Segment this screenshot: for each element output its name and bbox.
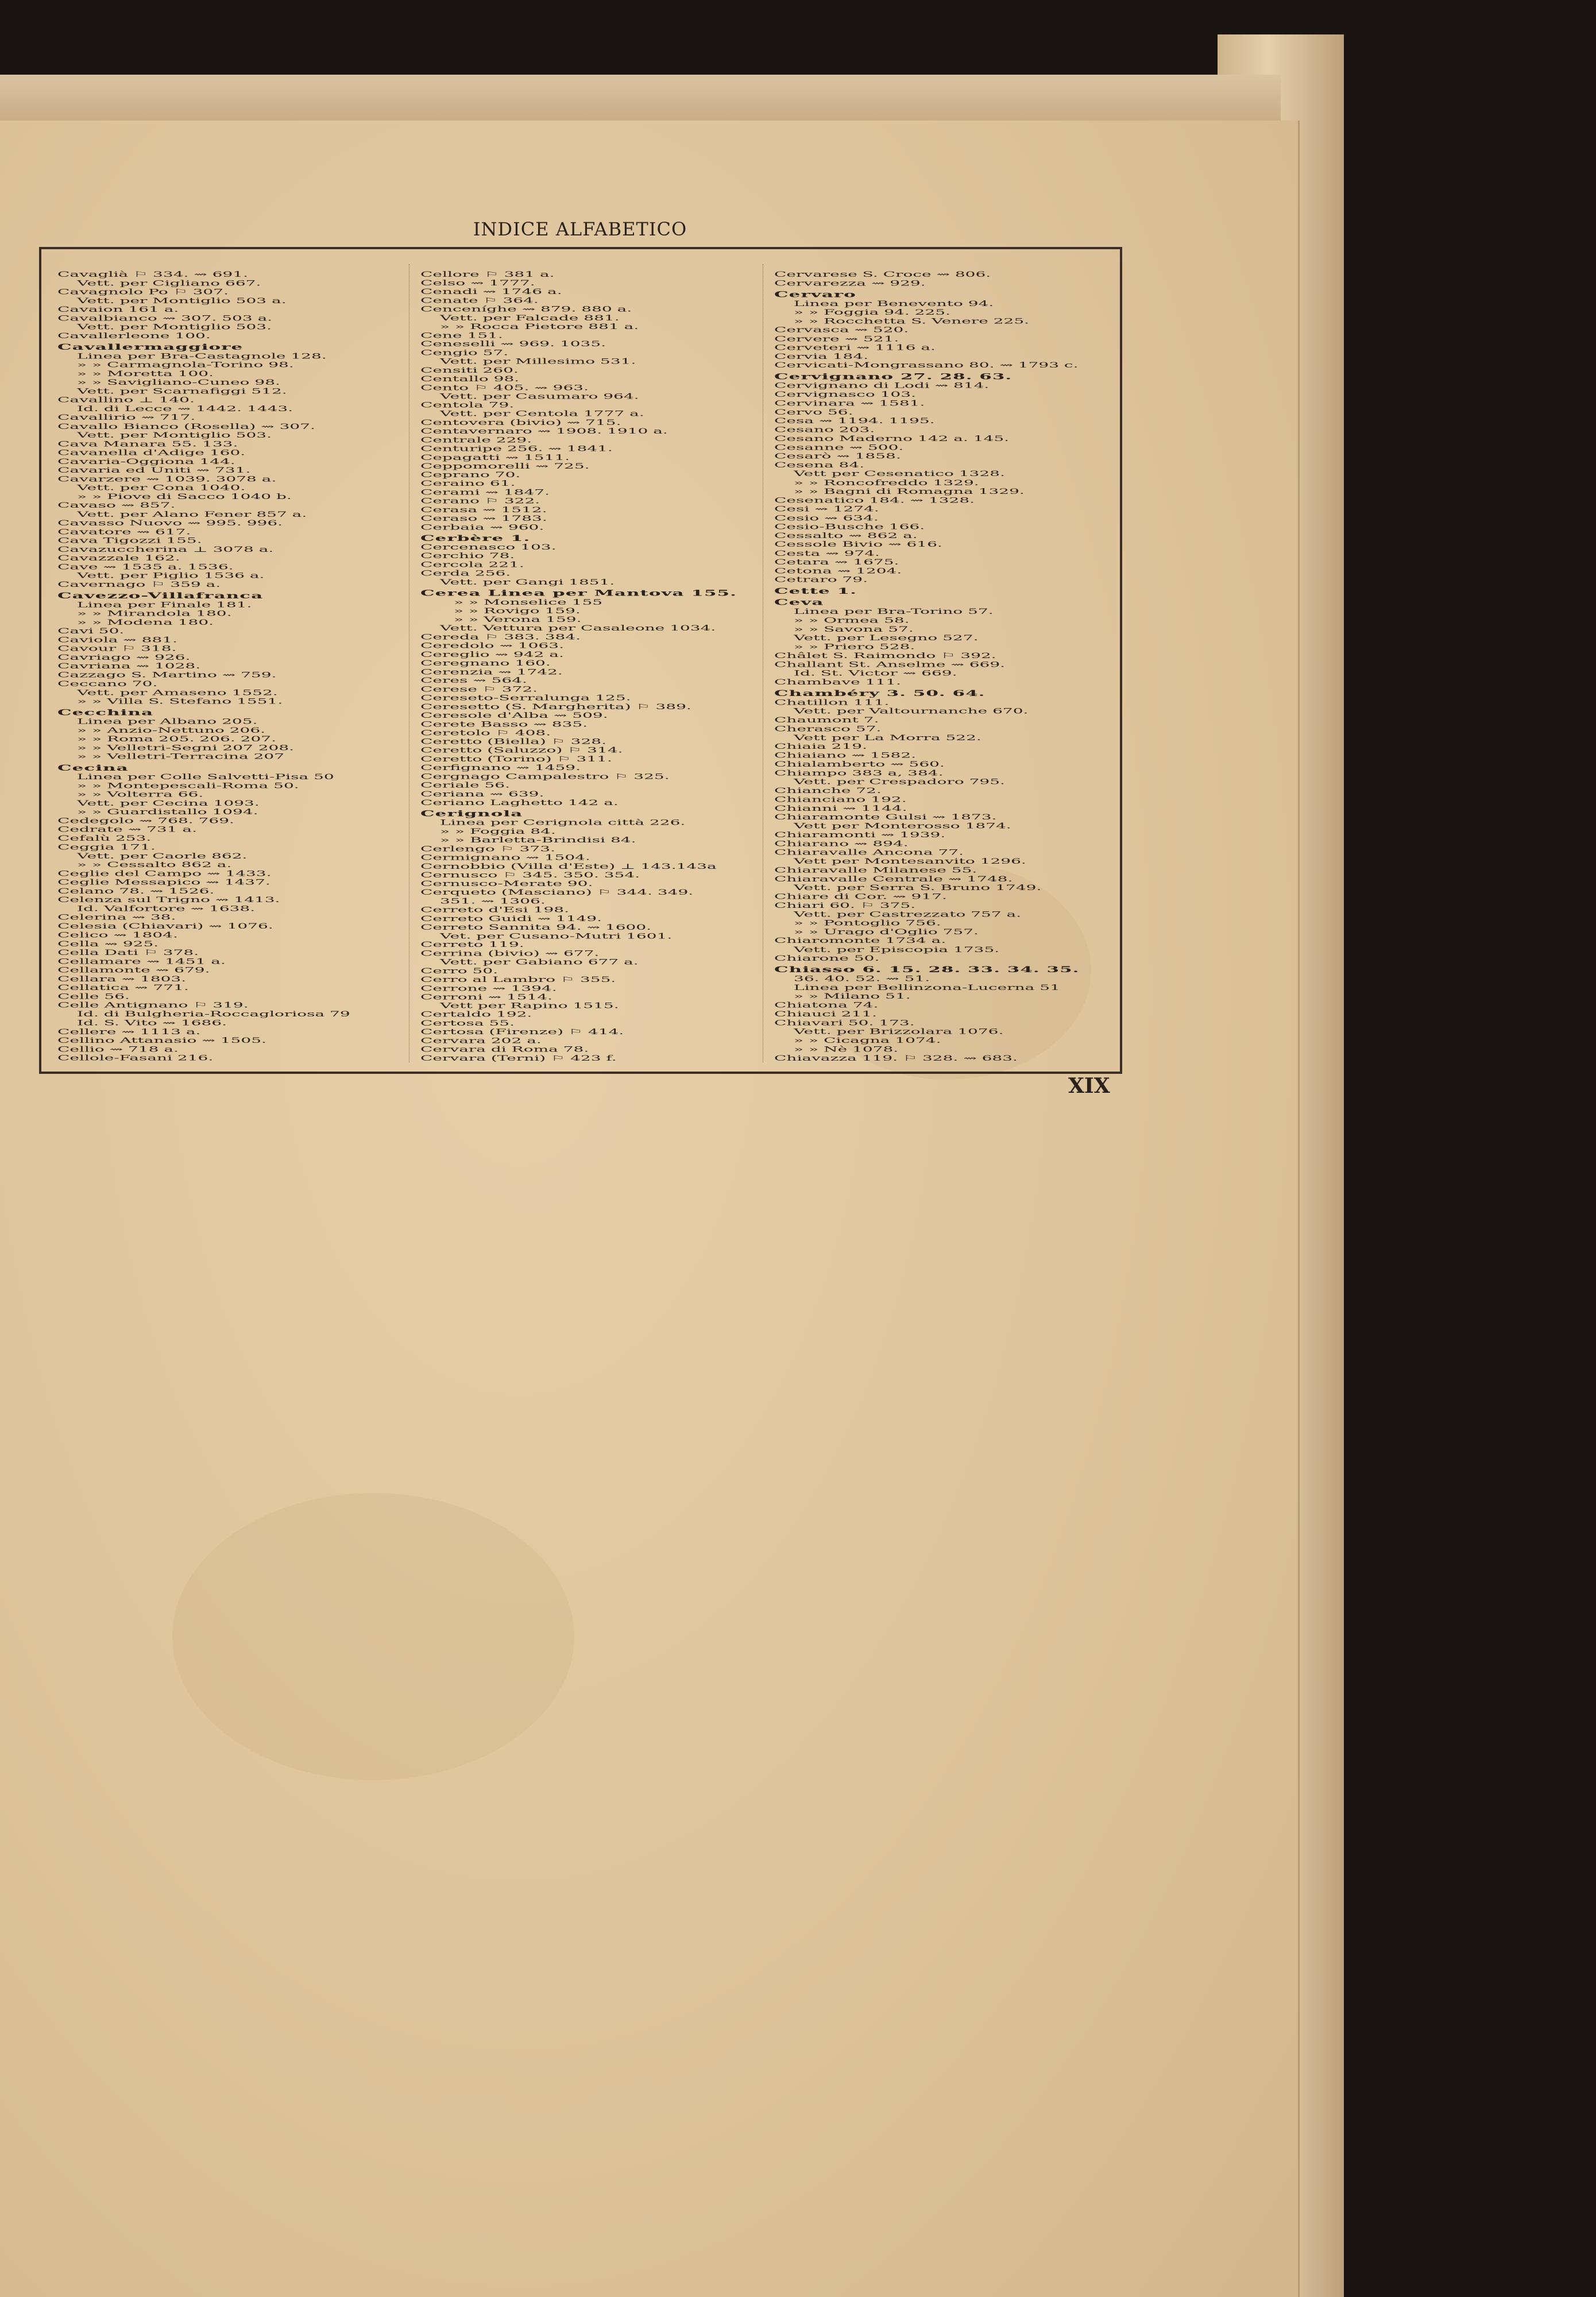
- index-entry: Chiatona 74.: [774, 1000, 879, 1010]
- index-entry: Centrale 229.: [420, 435, 532, 444]
- index-entry: Cerchio 78.: [420, 551, 515, 560]
- index-entry: Cerlengo ⚐ 373.: [420, 844, 555, 853]
- index-entry: Vett per Montesanvito 1296.: [794, 856, 1026, 866]
- index-entry: Cavalbianco ⇝ 307. 503 a.: [57, 314, 273, 323]
- index-entry: » » Volterra 66.: [77, 790, 204, 799]
- index-entry: » » Barletta-Brindisi 84.: [440, 836, 636, 845]
- index-entry: Cellara ⇝ 1803.: [57, 974, 187, 983]
- index-entry: Id. di Lecce ⇝ 1442. 1443.: [77, 404, 293, 413]
- index-entry: Chaumont 7.: [774, 716, 879, 725]
- index-entry: » » Velletri-Terracina 207: [77, 752, 285, 761]
- index-entry: Cellere ⇝ 1113 a.: [57, 1027, 201, 1036]
- index-entry: Cerveteri ⇝ 1116 a.: [774, 343, 936, 352]
- index-entry: » » Savigliano-Cuneo 98.: [77, 378, 280, 387]
- index-entry: Cavriana ⇝ 1028.: [57, 662, 201, 671]
- index-entry: Ceriana ⇝ 639.: [420, 789, 544, 798]
- index-entry: Cerbaia ⇝ 960.: [420, 523, 544, 532]
- index-entry: Vett. per Millesimo 531.: [440, 357, 636, 366]
- index-entry: Caviola ⇝ 881.: [57, 635, 178, 644]
- index-entry: Cellamonte ⇝ 679.: [57, 965, 210, 975]
- index-entry: Cerese ⚐ 372.: [420, 685, 538, 694]
- index-entry: Ceretto (Biella) ⚐ 328.: [420, 737, 607, 746]
- index-entry: » » Foggia 84.: [440, 827, 556, 836]
- index-entry: Cellole-Fasani 216.: [57, 1053, 214, 1062]
- index-entry: » » Bagni di Romagna 1329.: [794, 487, 1025, 496]
- index-entry: Chianciano 192.: [774, 795, 907, 804]
- index-entry: » » Velletri-Segni 207 208.: [77, 743, 295, 752]
- index-entry: Cervicati-Mongrassano 80. ⇝ 1793 c.: [774, 361, 1079, 370]
- index-entry: » » Roma 205. 206. 207.: [77, 734, 276, 744]
- index-entry: Cerami ⇝ 1847.: [420, 488, 550, 497]
- index-heading: Cecina: [57, 763, 129, 773]
- index-entry: Cereda ⚐ 383. 384.: [420, 632, 581, 641]
- index-entry: Linea per Finale 181.: [77, 600, 252, 609]
- index-entry: Cene 151.: [420, 331, 503, 340]
- index-entry: Ceriano Laghetto 142 a.: [420, 798, 619, 807]
- index-entry: Cava Manara 55. 133.: [57, 439, 238, 448]
- index-entry: Cavaglià ⚐ 334. ⇝ 691.: [57, 270, 249, 279]
- index-entry: Vett. per Episcopia 1735.: [794, 945, 1000, 954]
- index-entry: Ceresole d'Alba ⇝ 509.: [420, 711, 608, 720]
- index-entry: Celesia (Chiavari) ⇝ 1076.: [57, 922, 273, 931]
- index-entry: Cellore ⚐ 381 a.: [420, 270, 555, 279]
- index-entry: Id. di Bulgheria-Roccagloriosa 79: [77, 1010, 350, 1019]
- index-entry: Ceretto (Saluzzo) ⚐ 314.: [420, 745, 623, 755]
- index-entry: Vett. per Amaseno 1552.: [77, 688, 278, 697]
- index-entry: Cerenzia ⇝ 1742.: [420, 667, 563, 676]
- index-entry: » » Rocchetta S. Venere 225.: [794, 316, 1030, 326]
- index-entry: Cengio 57.: [420, 348, 509, 357]
- index-entry: Cerfignano ⇝ 1459.: [420, 763, 581, 772]
- index-entry: Vett. per Piglio 1536 a.: [77, 571, 265, 580]
- index-entry: Cerroni ⇝ 1514.: [420, 992, 553, 1001]
- index-entry: Chiaravalle Milanese 55.: [774, 865, 977, 875]
- index-entry: Cave ⇝ 1535 a. 1536.: [57, 562, 234, 571]
- index-entry: » » Piove di Sacco 1040 b.: [77, 492, 292, 501]
- index-heading: Cavallermaggiore: [57, 342, 244, 352]
- index-entry: Vett per Monterosso 1874.: [794, 821, 1011, 830]
- index-entry: Vett per Cesenatico 1328.: [794, 469, 1005, 478]
- index-entry: Cenceníghe ⇝ 879. 880 a.: [420, 304, 632, 314]
- index-entry: Cerro al Lambro ⚐ 355.: [420, 975, 616, 984]
- index-entry: Cepagatti ⇝ 1511.: [420, 453, 570, 462]
- index-column-2: [420, 270, 765, 1062]
- index-entry: Cerreto Guidi ⇝ 1149.: [420, 914, 602, 923]
- index-entry: Cervara (Terni) ⚐ 423 f.: [420, 1053, 617, 1062]
- index-entry: Vett. per Serra S. Bruno 1749.: [794, 883, 1042, 892]
- index-entry: Cessole Bivio ⇝ 616.: [774, 540, 942, 549]
- index-entry: Cergnago Campalestro ⚐ 325.: [420, 772, 670, 781]
- index-entry: Cereglio ⇝ 942 a.: [420, 649, 564, 659]
- index-entry: Cavarzere ⇝ 1039. 3078 a.: [57, 474, 277, 484]
- page-stack-top: [0, 75, 1281, 126]
- index-entry: » » Verona 159.: [454, 615, 582, 624]
- index-entry: Cervignano di Lodi ⇝ 814.: [774, 381, 990, 390]
- index-column-3: [774, 270, 1119, 1062]
- index-entry: Cetona ⇝ 1204.: [774, 566, 902, 575]
- index-entry: Cazzago S. Martino ⇝ 759.: [57, 670, 277, 679]
- index-entry: » » Foggia 94. 225.: [794, 308, 950, 317]
- index-entry: Vett. per Crespadoro 795.: [794, 777, 1005, 786]
- index-entry: Cavallirio ⇝ 717.: [57, 413, 196, 422]
- index-entry: Celano 78. ⇝ 1526.: [57, 886, 215, 896]
- index-entry: Chiauci 211.: [774, 1009, 878, 1018]
- index-entry: Ceres ⇝ 564.: [420, 676, 527, 685]
- index-entry: Vett. per Gangi 1851.: [440, 577, 615, 586]
- index-entry: Chiaiano ⇝ 1582.: [774, 751, 917, 760]
- index-entry: Cavaria-Oggiona 144.: [57, 457, 235, 466]
- index-entry: Cella ⇝ 925.: [57, 939, 159, 948]
- index-entry: Cetara ⇝ 1675.: [774, 558, 899, 567]
- index-entry: Cervinara ⇝ 1581.: [774, 399, 925, 408]
- index-entry: Cetraro 79.: [774, 575, 868, 584]
- index-entry: Ceresetto (S. Margherita) ⚐ 389.: [420, 702, 691, 711]
- index-entry: Cavour ⚐ 318.: [57, 644, 177, 653]
- index-entry: Vett. per Montiglio 503 a.: [77, 296, 287, 305]
- index-entry: Centola 79.: [420, 400, 515, 409]
- index-entry: Cernusco-Merate 90.: [420, 879, 593, 888]
- index-entry: Chiarone 50.: [774, 954, 880, 963]
- index-entry: Vett per Rapino 1515.: [440, 1001, 619, 1010]
- index-entry: Vett. per Falcade 881.: [440, 313, 620, 322]
- index-entry: Cesio ⇝ 634.: [774, 513, 879, 523]
- index-heading: Cerea Linea per Mantova 155.: [420, 588, 737, 598]
- index-entry: » » Rocca Pietore 881 a.: [440, 322, 639, 331]
- index-entry: » » Villa S. Stefano 1551.: [77, 697, 283, 706]
- index-entry: Vett. per Brizzolara 1076.: [794, 1027, 1004, 1036]
- index-entry: Cercola 221.: [420, 560, 524, 569]
- index-entry: Linea per Bellinzona-Lucerna 51: [794, 983, 1060, 992]
- index-entry: Cento ⚐ 405. ⇝ 963.: [420, 383, 589, 392]
- index-entry: Celle Antignano ⚐ 319.: [57, 1000, 249, 1010]
- index-entry: Vett. per Cigliano 667.: [77, 279, 261, 288]
- index-heading: Cecchina: [57, 707, 154, 717]
- index-entry: » » Pontoglio 756.: [794, 918, 941, 927]
- index-entry: Cavaria ed Uniti ⇝ 731.: [57, 466, 251, 475]
- index-entry: Cerreto 119.: [420, 940, 524, 949]
- index-entry: Cervignasco 103.: [774, 389, 916, 399]
- index-entry: Chiare di Cor. ⇝ 917.: [774, 892, 947, 901]
- index-entry: Cavanella d'Adige 160.: [57, 448, 246, 457]
- index-entry: » » Ormea 58.: [794, 616, 910, 625]
- index-entry: Id. St. Victor ⇝ 669.: [794, 668, 957, 678]
- index-entry: Ceraso ⇝ 1783.: [420, 514, 547, 523]
- index-entry: » » Modena 180.: [77, 617, 214, 627]
- index-entry: Cerreto Sannita 94. ⇝ 1600.: [420, 923, 652, 932]
- index-entry: Centallo 98.: [420, 374, 520, 384]
- index-entry: Chianni ⇝ 1144.: [774, 803, 907, 813]
- index-entry: Cerda 256.: [420, 569, 511, 578]
- index-entry: Ceccano 70.: [57, 679, 158, 688]
- index-column-1: [57, 270, 402, 1062]
- index-entry: Cavallo Bianco (Rosella) ⇝ 307.: [57, 421, 315, 431]
- index-entry: Cavazuccherina ⊥ 3078 a.: [57, 544, 274, 554]
- index-entry: Cesena 84.: [774, 460, 865, 470]
- index-entry: Cellino Attanasio ⇝ 1505.: [57, 1036, 266, 1045]
- index-entry: Cervarese S. Croce ⇝ 806.: [774, 270, 991, 279]
- index-heading: Cavezzo-Villafranca: [57, 591, 264, 601]
- index-entry: Chiaromonte 1734 a.: [774, 936, 946, 945]
- page-number: XIX: [1068, 1074, 1110, 1098]
- index-entry: Cava Tigozzi 155.: [57, 536, 202, 545]
- index-entry: Cesta ⇝ 974.: [774, 548, 880, 558]
- index-entry: Châlet S. Raimondo ⚐ 392.: [774, 651, 996, 660]
- index-heading: Cervaro: [774, 289, 856, 299]
- index-entry: Vett. per Lesegno 527.: [794, 633, 979, 643]
- index-entry: » » Moretta 100.: [77, 369, 214, 378]
- index-entry: Cavriago ⇝ 926.: [57, 653, 191, 662]
- index-entry: Cellatica ⇝ 771.: [57, 983, 189, 992]
- index-entry: » » Priero 528.: [794, 642, 915, 651]
- index-entry: » » Savona 57.: [794, 624, 914, 633]
- index-entry: Cerete Basso ⇝ 835.: [420, 720, 588, 729]
- index-heading: Chiasso 6. 15. 28. 33. 34. 35.: [774, 965, 1080, 975]
- index-entry: Cella Dati ⚐ 378.: [57, 948, 199, 957]
- index-entry: Linea per Bra-Castagnole 128.: [77, 351, 327, 361]
- index-entry: Ceggia 171.: [57, 842, 156, 852]
- index-heading: Cerignola: [420, 809, 523, 819]
- index-entry: Cervere ⇝ 521.: [774, 334, 899, 343]
- index-entry: Vett. per Montiglio 503.: [77, 322, 272, 331]
- index-entry: Cernusco ⚐ 345. 350. 354.: [420, 870, 640, 879]
- index-entry: Vett. per Cona 1040.: [77, 483, 246, 492]
- index-entry: Cesa ⇝ 1194. 1195.: [774, 416, 935, 426]
- index-entry: Id. S. Vito ⇝ 1686.: [77, 1018, 227, 1027]
- index-entry: Challant St. Anselme ⇝ 669.: [774, 660, 1006, 669]
- index-entry: Cerrone ⇝ 1394.: [420, 984, 557, 993]
- index-entry: 36. 40. 52. ⇝ 51.: [794, 974, 930, 983]
- index-entry: Cavagnolo Po ⚐ 307.: [57, 287, 229, 296]
- index-entry: Linea per Benevento 94.: [794, 299, 994, 308]
- index-entry: Ceneselli ⇝ 969. 1035.: [420, 339, 606, 349]
- index-entry: Cellio ⇝ 718 a.: [57, 1045, 179, 1054]
- index-entry: » » Anzio-Nettuno 206.: [77, 725, 266, 735]
- index-entry: Censiti 260.: [420, 366, 519, 374]
- index-entry: Cellamare ⇝ 1451 a.: [57, 957, 226, 966]
- index-entry: Cesio-Busche 166.: [774, 522, 925, 531]
- index-entry: Chiaramonte Gulsi ⇝ 1873.: [774, 813, 997, 822]
- index-entry: Cerrina (bivio) ⇝ 677.: [420, 949, 600, 958]
- index-entry: Chiarano ⇝ 894.: [774, 839, 909, 848]
- index-entry: Cesenatico 184. ⇝ 1328.: [774, 496, 975, 505]
- index-heading: Chambéry 3. 50. 64.: [774, 689, 986, 698]
- index-entry: Cedrate ⇝ 731 a.: [57, 825, 198, 834]
- index-entry: Linea per Cerignola città 226.: [440, 818, 686, 827]
- index-entry: Cavatore ⇝ 617.: [57, 527, 191, 536]
- index-entry: 351. ⇝ 1306.: [440, 896, 546, 906]
- index-entry: » » Montepescali-Roma 50.: [77, 781, 299, 790]
- index-entry: Vet. per Cusano-Mutri 1601.: [440, 931, 673, 941]
- index-entry: Ceppomorelli ⇝ 725.: [420, 462, 590, 470]
- index-entry: Chiampo 383 a, 384.: [774, 768, 944, 778]
- index-entry: » » Urago d'Oglio 757.: [794, 927, 979, 937]
- index-entry: » » Monselice 155: [454, 597, 603, 606]
- index-entry: Chianche 72.: [774, 786, 882, 795]
- index-entry: Vett. per Casumaro 964.: [440, 392, 639, 401]
- index-entry: Vett. per Castrezzato 757 a.: [794, 910, 1022, 919]
- index-entry: Cenate ⚐ 364.: [420, 296, 539, 305]
- index-entry: Ceglie del Campo ⇝ 1433.: [57, 869, 272, 878]
- index-entry: Chambave 111.: [774, 677, 901, 687]
- index-entry: Cavallerleone 100.: [57, 331, 211, 341]
- index-entry: Cerano ⚐ 322.: [420, 496, 540, 505]
- index-heading: Cerbère 1.: [420, 533, 531, 543]
- index-entry: Linea per Albano 205.: [77, 717, 258, 726]
- index-entry: Cavi 50.: [57, 627, 125, 636]
- index-entry: Cerro 50.: [420, 966, 498, 975]
- index-entry: Vett. per Montiglio 503.: [77, 430, 272, 440]
- page-header: INDICE ALFABETICO: [473, 218, 687, 240]
- index-entry: Linea per Bra-Torino 57.: [794, 607, 994, 616]
- index-entry: Chialamberto ⇝ 560.: [774, 759, 945, 769]
- index-entry: Celenza sul Trigno ⇝ 1413.: [57, 895, 280, 904]
- index-entry: Cesano Maderno 142 a. 145.: [774, 434, 1010, 443]
- index-entry: Cavernago ⚐ 359 a.: [57, 580, 221, 589]
- index-entry: Cernobbio (Villa d'Este) ⊥ 143.143a: [420, 861, 717, 871]
- index-entry: Vett. per Valtournanche 670.: [794, 706, 1029, 716]
- index-entry: Ceprano 70.: [420, 470, 521, 479]
- index-entry: Cherasco 57.: [774, 724, 882, 733]
- index-entry: Vett. per Gabiano 677 a.: [440, 957, 639, 966]
- index-entry: Ceriale 56.: [420, 780, 510, 790]
- index-entry: Centuripe 256. ⇝ 1841.: [420, 444, 613, 453]
- index-entry: Cervo 56.: [774, 407, 853, 416]
- index-entry: Chiari 60. ⚐ 375.: [774, 900, 916, 910]
- index-entry: Cervara 202 a.: [420, 1036, 542, 1045]
- index-entry: Vett. per Alano Fener 857 a.: [77, 509, 307, 519]
- index-entry: Chiavazza 119. ⚐ 328. ⇝ 683.: [774, 1053, 1018, 1062]
- index-entry: Cercenasco 103.: [420, 543, 557, 552]
- index-entry: Cervara di Roma 78.: [420, 1045, 589, 1054]
- index-entry: Chiaravalle Centrale ⇝ 1748.: [774, 874, 1013, 883]
- index-entry: Centovera (bivio) ⇝ 715.: [420, 418, 621, 427]
- index-heading: Cette 1.: [774, 586, 857, 596]
- index-entry: Cavallino ⊥ 140.: [57, 395, 195, 404]
- index-entry: Id. Valfortore ⇝ 1638.: [77, 904, 256, 913]
- index-entry: Ceretolo ⚐ 408.: [420, 728, 551, 737]
- index-entry: » » Rovigo 159.: [454, 606, 581, 615]
- index-entry: Cervasca ⇝ 520.: [774, 325, 909, 334]
- index-entry: Cerqueto (Masciano) ⚐ 344. 349.: [420, 888, 694, 897]
- index-entry: Vett. per Scarnafiggi 512.: [77, 386, 287, 396]
- index-entry: Cavaso ⇝ 857.: [57, 501, 176, 510]
- index-entry: Cefalù 253.: [57, 834, 152, 843]
- index-entry: Certosa (Firenze) ⚐ 414.: [420, 1027, 624, 1037]
- index-entry: Celle 56.: [57, 992, 130, 1001]
- index-entry: Chiavari 50. 173.: [774, 1018, 915, 1027]
- index-entry: » » Roncofreddo 1329.: [794, 478, 979, 487]
- index-entry: » » Cessalto 862 a.: [77, 860, 232, 869]
- index-entry: Celso ⇝ 1777.: [420, 279, 535, 288]
- index-entry: Linea per Colle Salvetti-Pisa 50: [77, 772, 334, 782]
- index-entry: Cermignano ⇝ 1504.: [420, 853, 590, 862]
- index-entry: Cesi ⇝ 1274.: [774, 504, 879, 513]
- index-entry: Cerreto d'Esi 198.: [420, 905, 569, 914]
- index-entry: Cesarò ⇝ 1858.: [774, 451, 901, 461]
- index-entry: Vett. per Cecina 1093.: [77, 798, 260, 808]
- index-entry: » » Cicagna 1074.: [794, 1035, 941, 1045]
- index-entry: Vett. per Caorle 862.: [77, 851, 248, 860]
- index-entry: Cerasa ⇝ 1512.: [420, 505, 547, 514]
- index-entry: » » Carmagnola-Torino 98.: [77, 360, 294, 369]
- index-entry: Cavazzale 162.: [57, 554, 180, 563]
- index-entry: Chatillon 111.: [774, 698, 890, 707]
- index-entry: Ceredolo ⇝ 1063.: [420, 641, 564, 650]
- index-entry: Certosa 55.: [420, 1019, 515, 1028]
- index-entry: Centavernaro ⇝ 1908. 1910 a.: [420, 427, 668, 436]
- index-entry: Vett. per Centola 1777 a.: [440, 409, 644, 418]
- index-entry: » » Nè 1078.: [794, 1045, 899, 1054]
- index-entry: Cessalto ⇝ 862 a.: [774, 531, 918, 540]
- index-entry: Cesano 203.: [774, 425, 875, 434]
- index-entry: Cervia 184.: [774, 351, 869, 361]
- index-heading: Ceva: [774, 597, 824, 608]
- index-entry: Cenadi ⇝ 1746 a.: [420, 287, 562, 296]
- index-heading: Cervignano 27. 28. 63.: [774, 372, 1013, 381]
- index-entry: Cavaion 161 a.: [57, 305, 179, 314]
- index-entry: » » Mirandola 180.: [77, 609, 232, 618]
- index-entry: Celico ⇝ 1804.: [57, 930, 178, 939]
- index-entry: Ceretto (Torino) ⚐ 311.: [420, 755, 612, 764]
- index-entry: Ceraino 61.: [420, 479, 516, 488]
- index-entry: Chiaramonti ⇝ 1939.: [774, 830, 946, 840]
- index-entry: Chiaia 219.: [774, 742, 867, 751]
- index-entry: Cavasso Nuovo ⇝ 995. 996.: [57, 518, 283, 528]
- index-entry: » » Milano 51.: [794, 992, 911, 1001]
- index-entry: Ceglie Messapico ⇝ 1437.: [57, 877, 270, 887]
- index-entry: Vett. Vettura per Casaleone 1034.: [440, 624, 716, 633]
- index-entry: Celerina ⇝ 38.: [57, 912, 176, 922]
- index-entry: Chiaravalle Ancona 77.: [774, 848, 964, 857]
- paper-stain: [172, 1493, 574, 1780]
- index-entry: Cervarezza ⇝ 929.: [774, 279, 926, 288]
- index-entry: Cereseto-Serralunga 125.: [420, 693, 631, 702]
- index-entry: Ceregnano 160.: [420, 659, 551, 668]
- index-entry: Cedegolo ⇝ 768. 769.: [57, 816, 234, 825]
- index-entry: Cesanne ⇝ 500.: [774, 443, 904, 452]
- index-entry: » » Guardistallo 1094.: [77, 807, 258, 817]
- index-entry: Certaldo 192.: [420, 1010, 532, 1019]
- index-entry: Vett per La Morra 522.: [794, 733, 981, 742]
